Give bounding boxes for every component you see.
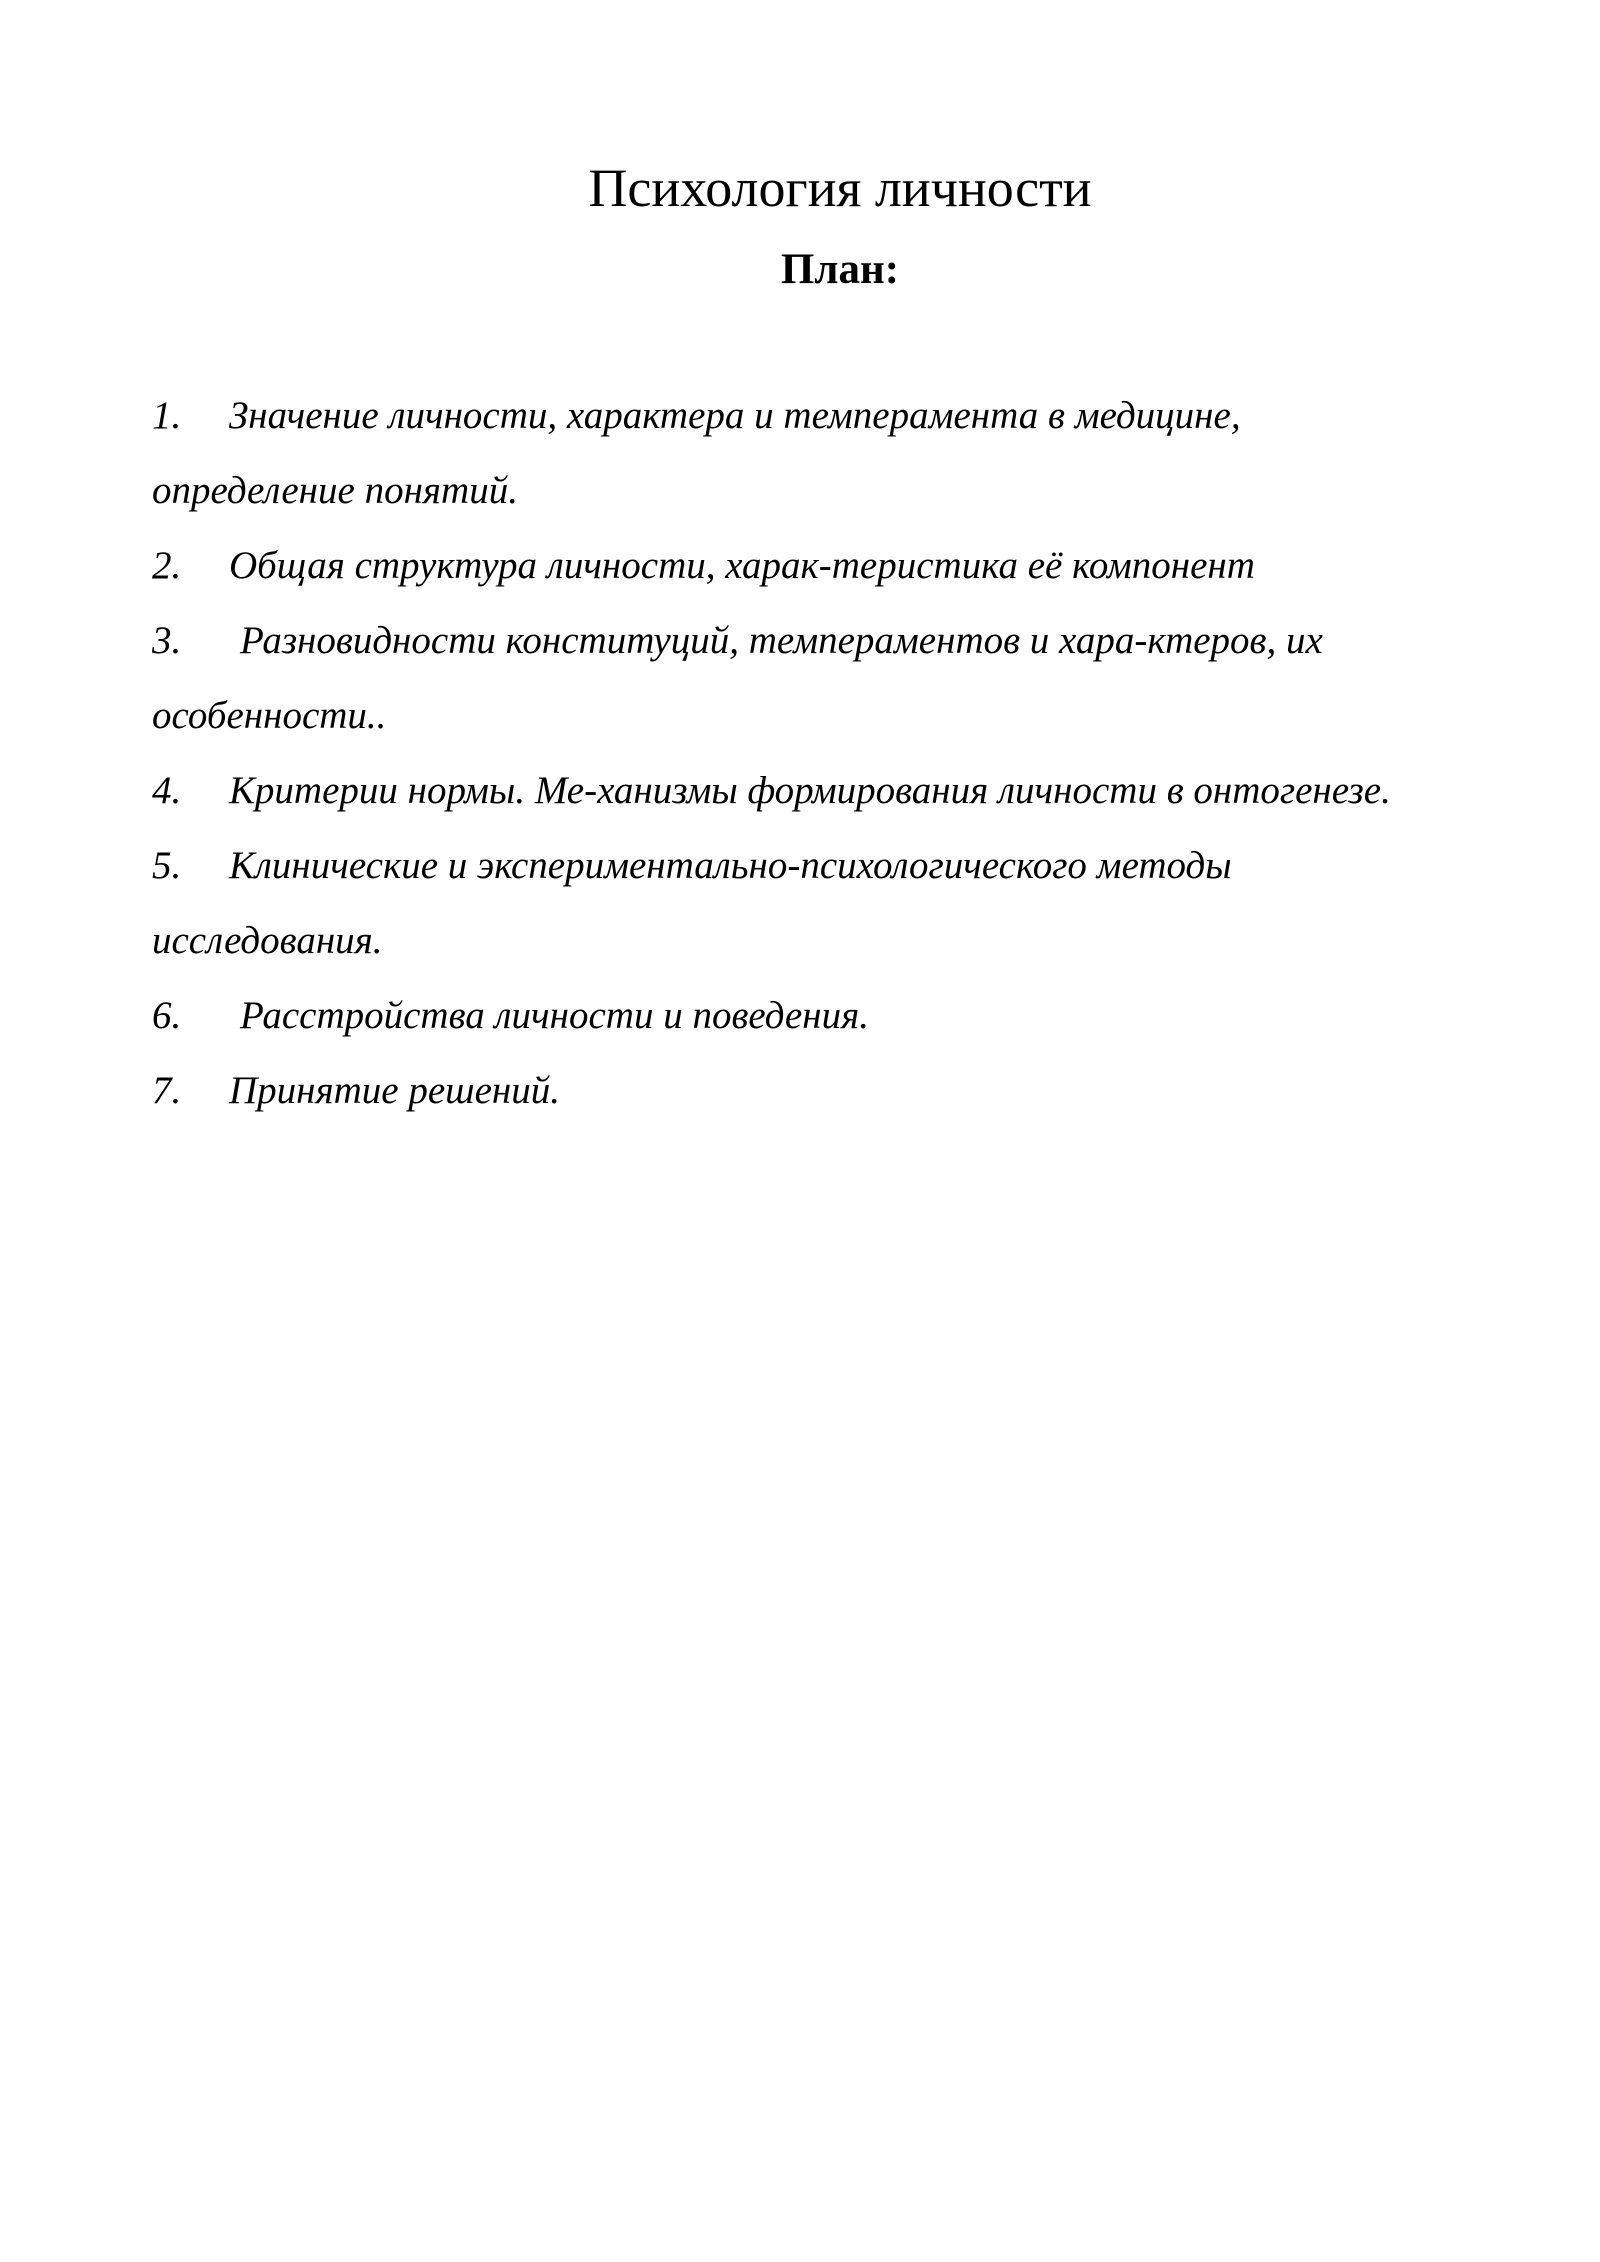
plan-item-continuation: особенности..	[152, 694, 387, 737]
plan-item-number: 1.	[152, 394, 182, 437]
plan-item-line	[152, 603, 1552, 678]
plan-item-number: 5.	[152, 844, 182, 887]
plan-item-4	[152, 753, 1552, 828]
plan-item-line	[152, 528, 1552, 603]
plan-item-line	[152, 978, 1552, 1053]
plan-item-continuation: исследования.	[152, 919, 383, 962]
plan-item-line	[152, 753, 1552, 828]
plan-item-text: Клинические и экспериментально-психологического методы	[229, 844, 1232, 887]
plan-item-3	[152, 603, 1552, 753]
plan-item-number: 3.	[152, 619, 182, 662]
plan-item-line	[152, 828, 1552, 903]
plan-item-2	[152, 528, 1552, 603]
plan-item-text: Принятие решений.	[229, 1069, 561, 1112]
plan-item-text: Разновидности конституций, темпераментов и хара-ктеров, их	[240, 619, 1323, 662]
plan-item-text: Значение личности, характера и темперамента в медицине,	[229, 394, 1241, 437]
plan-item-text: Общая структура личности, харак-теристика её компонент	[229, 544, 1255, 587]
plan-list	[152, 378, 1552, 1128]
plan-item-1	[152, 378, 1552, 528]
plan-item-number: 7.	[152, 1069, 182, 1112]
plan-item-6	[152, 978, 1552, 1053]
plan-item-number: 6.	[152, 994, 182, 1037]
plan-item-text: Расстройства личности и поведения.	[240, 994, 869, 1037]
plan-item-continuation: определение понятий.	[152, 469, 518, 512]
plan-item-7	[152, 1053, 1552, 1128]
document-title: Психология личности	[588, 158, 1092, 218]
plan-item-number: 4.	[152, 769, 182, 812]
plan-item-5	[152, 828, 1552, 978]
plan-heading: План:	[780, 246, 900, 293]
plan-item-number: 2.	[152, 544, 182, 587]
plan-item-line	[152, 378, 1552, 453]
plan-item-text: Критерии нормы. Ме-ханизмы формирования личности в онтогенезе.	[229, 769, 1391, 812]
plan-item-line	[152, 1053, 1552, 1128]
